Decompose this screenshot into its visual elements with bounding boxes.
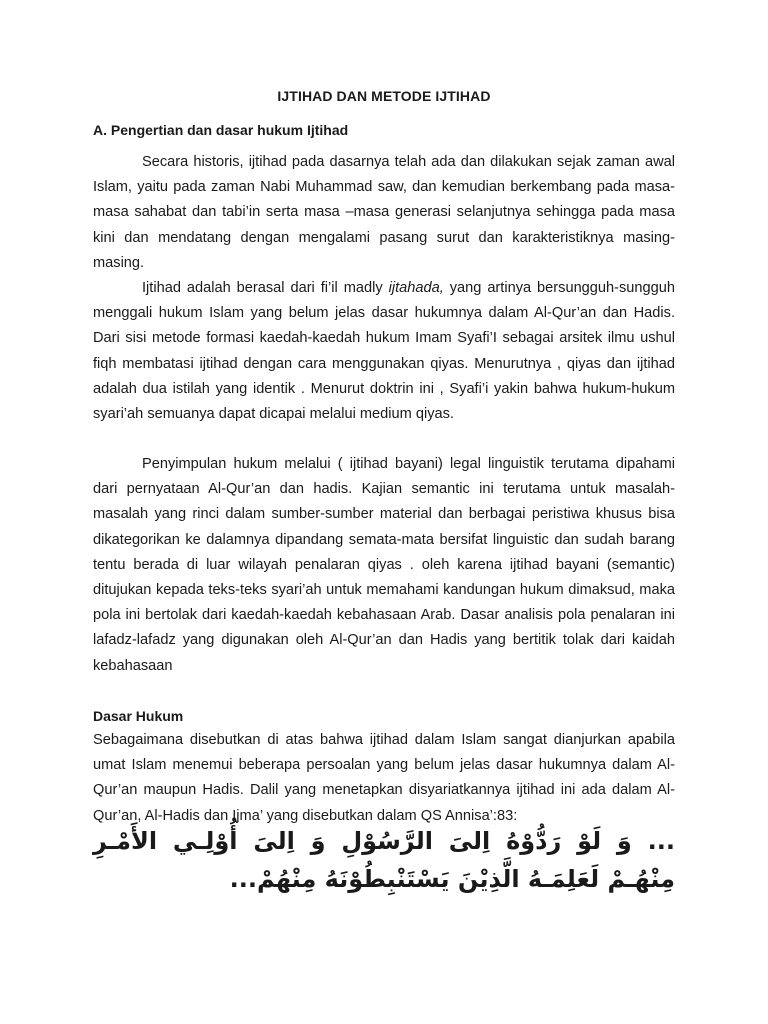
paragraph-dasar-hukum: Sebagaimana disebutkan di atas bahwa ijtihad dalam Islam sangat dianjurkan apabila umat Islam menemui beberapa persoalan yang belum jelas dasar hukumnya dalam Al-Qur’an maupun Hadis. Dalil yang menetapkan disyariatkannya ijtihad ini ada dalam Al-Qur’an, Al-Hadis dan Ijma’ yang disebutkan dalam QS Annisa’:83: (93, 732, 675, 824)
paragraph-historis: Secara historis, ijtihad pada dasarnya telah ada dan dilakukan sejak zaman awal Islam, yaitu pada zaman Nabi Muhammad saw, dan kemudian berkembang pada masa-masa sahabat dan tabi’in serta masa –masa generasi selanjutnya sehingga pada masa kini dan mendatang dengan mengalami pasang surut dan karakteristiknya masing-masing. (93, 154, 675, 271)
paragraph-ijtihad-part2: yang artinya bersungguh-sungguh menggali hukum Islam yang belum jelas dasar hukumnya dalam Al-Qur’an dan Hadis. Dari sisi metode formasi kaedah-kaedah hukum Imam Syafi’I sebagai arsitek ilmu ushul fiqh membatasi ijtihad dengan cara menggunakan qiyas. Menurutnya , qiyas dan ijtihad adalah dua istilah yang identik . Menurut doktrin ini , Syafi’i yakin bahwa hukum-hukum syari’ah semuanya dapat dicapai melalui medium qiyas. (93, 280, 676, 423)
paragraph-ijtihad-definition (93, 276, 675, 427)
paragraph-ijtihad-part1: Ijtihad adalah berasal dari fi’il madly (142, 280, 389, 296)
term-ijtahada: ijtahada, (388, 280, 444, 296)
dasar-hukum-heading: Dasar Hukum (93, 708, 184, 724)
arabic-verse-annisa-83: ... وَ لَوْ رَدُّوْهُ اِلىَ الرَّسُوْلِ وَ اِلىَ أُوْلِـي الأَمْـرِ مِنْهُـمْ لَعَلِمَـهُ الَّذِيْنَ يَسْتَنْبِطُوْنَهُ مِنْهُمْ... (93, 827, 675, 893)
section-a-heading: A. Pengertian dan dasar hukum Ijtihad (93, 122, 349, 138)
paragraph-penyimpulan: Penyimpulan hukum melalui ( ijtihad bayani) legal linguistik terutama dipahami dari pernyataan Al-Qur’an dan hadis. Kajian semantic ini terutama untuk masalah-masalah yang rinci dalam sumber-sumber material dan berbagai peristiwa khusus bisa dikategorikan ke dalamnya dipandang semata-mata bersifat linguistic dan sudah barang tentu berada di luar wilayah penalaran qiyas . oleh karena ijtihad bayani (semantic) ditujukan kepada teks-teks syari’ah untuk memahami kandungan hukum dimaksud, maka pola ini bertolak dari kaedah-kaedah kebahasaan Arab. Dasar analisis pola penalaran ini lafadz-lafadz yang digunakan oleh Al-Qur’an dan Hadis yang bertitik tolak dari kaidah kebahasaan (93, 456, 675, 674)
document-title: IJTIHAD DAN METODE IJTIHAD (277, 88, 491, 104)
